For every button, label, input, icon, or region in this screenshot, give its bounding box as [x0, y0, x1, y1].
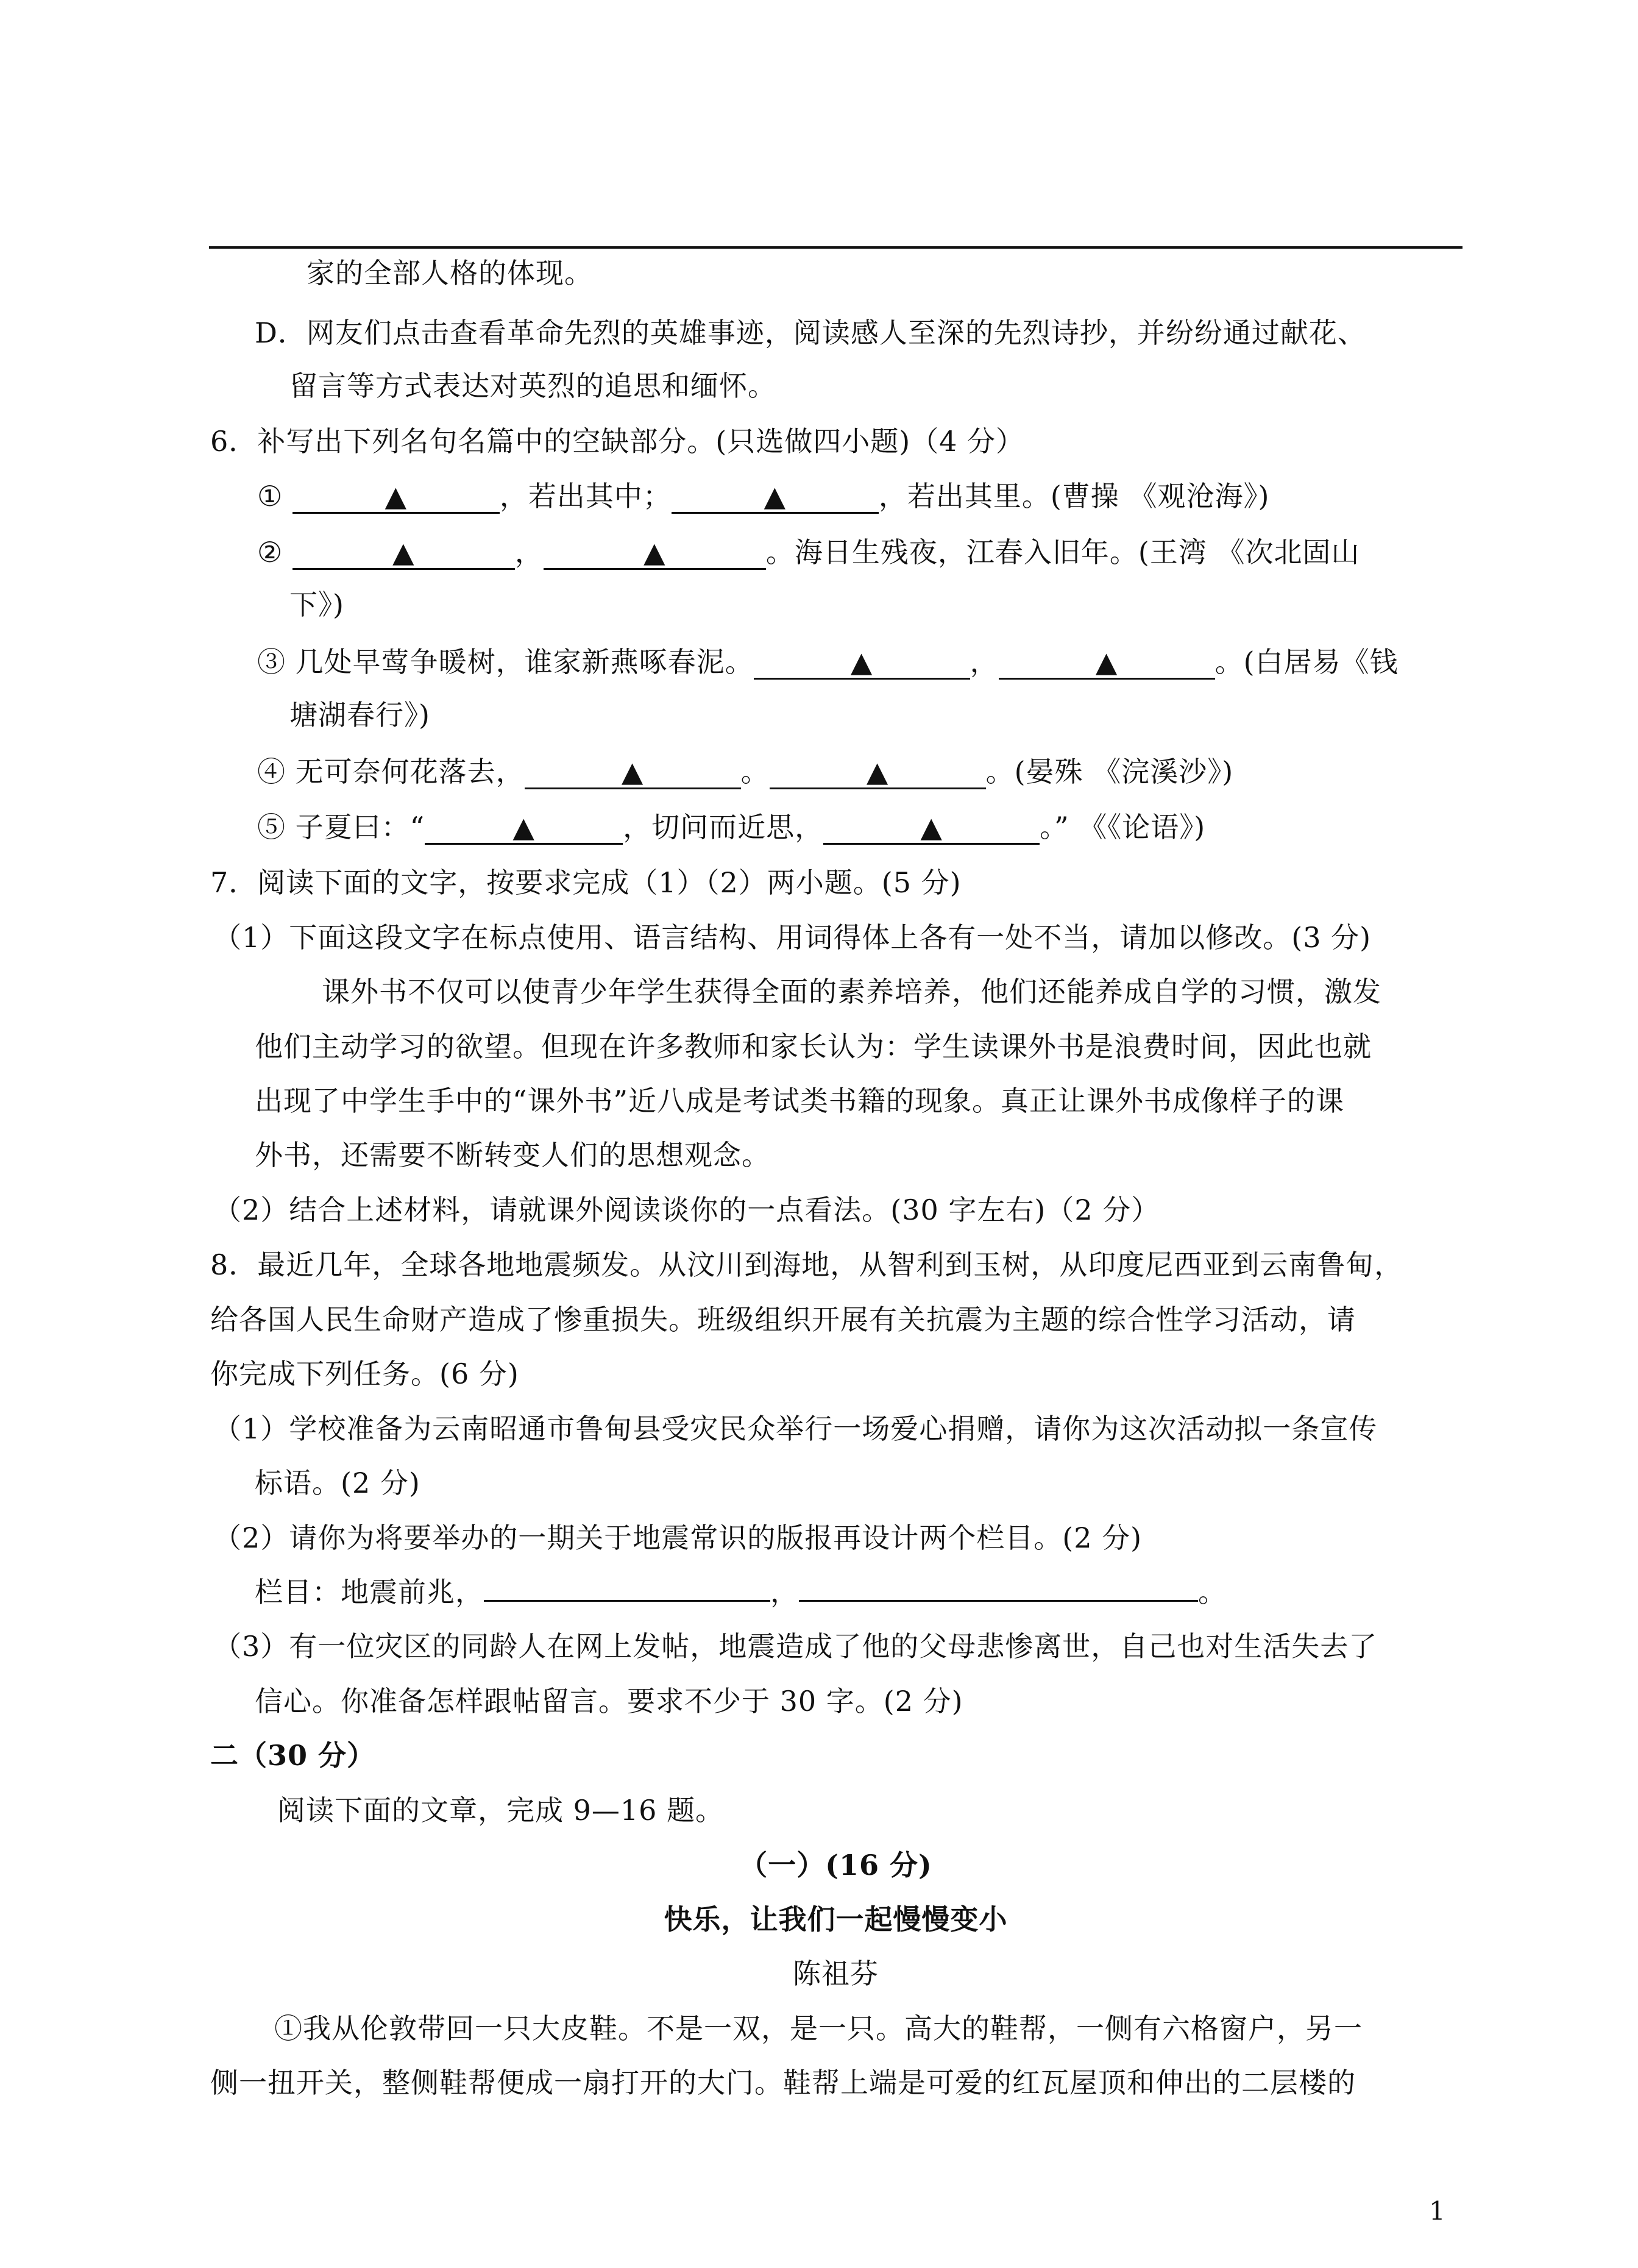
article-author: 陈祖芬	[793, 1957, 879, 1990]
q8-columns-line: 栏目：地震前兆， ， 。	[255, 1576, 1227, 1609]
text-line: 信心。你准备怎样跟帖留言。要求不少于 30 字。(2 分)	[255, 1685, 963, 1718]
q6-item-2: ② ▲ ， ▲ 。海日生残夜，江春入旧年。(王湾 《次北固山	[257, 536, 1360, 569]
q6-item-5: ⑤ 子夏曰：“ ▲ ，切问而近思， ▲ 。” 《《论语》)	[257, 811, 1206, 844]
answer-blank[interactable]: ▲	[292, 480, 500, 514]
q8-sub-1: （1）学校准备为云南昭通市鲁甸县受灾民众举行一场爱心捐赠，请你为这次活动拟一条宣传	[213, 1412, 1378, 1445]
paragraph-line: 出现了中学生手中的“课外书”近八成是考试类书籍的现象。真正让课外书成像样子的课	[255, 1084, 1345, 1117]
q8-sub-2: （2）请你为将要举办的一期关于地震常识的版报再设计两个栏目。(2 分)	[213, 1521, 1143, 1554]
answer-blank[interactable]: ▲	[672, 480, 879, 514]
q6-item-4: ④ 无可奈何花落去， ▲ 。 ▲ 。(晏殊 《浣溪沙》)	[257, 755, 1234, 788]
text-line: 家的全部人格的体现。	[307, 257, 593, 290]
q8-sub-3: （3）有一位灾区的同龄人在网上发帖，地震造成了他的父母悲惨离世，自己也对生活失去了	[213, 1630, 1378, 1663]
text-line: 给各国人民生命财产造成了惨重损失。班级组织开展有关抗震为主题的综合性学习活动，请	[210, 1303, 1356, 1336]
article-title: 快乐，让我们一起慢慢变小	[664, 1903, 1008, 1936]
answer-blank[interactable]: ▲	[425, 811, 623, 845]
answer-blank[interactable]: ▲	[544, 536, 766, 570]
answer-blank[interactable]: ▲	[292, 536, 515, 570]
column-input[interactable]	[484, 1600, 770, 1602]
paragraph-line: 外书，还需要不断转变人们的思想观念。	[255, 1139, 770, 1171]
column-input[interactable]	[799, 1600, 1198, 1602]
q6-item-2-cont: 下》)	[289, 588, 344, 621]
part-heading: （一）(16 分)	[739, 1849, 932, 1882]
question-7: 7．阅读下面的文字，按要求完成（1）（2）两小题。(5 分)	[210, 866, 962, 899]
section-2-intro: 阅读下面的文章，完成 9—16 题。	[277, 1794, 725, 1827]
paragraph-line: ①我从伦敦带回一只大皮鞋。不是一双，是一只。高大的鞋帮，一侧有六格窗户，另一	[274, 2012, 1363, 2045]
answer-blank[interactable]: ▲	[770, 756, 986, 789]
header-rule	[209, 246, 1462, 249]
q6-item-3-cont: 塘湖春行》)	[289, 699, 430, 731]
answer-blank[interactable]: ▲	[754, 646, 970, 680]
q7-sub-1: （1）下面这段文字在标点使用、语言结构、用词得体上各有一处不当，请加以修改。(3 分)	[213, 921, 1372, 954]
answer-blank[interactable]: ▲	[823, 811, 1040, 845]
q7-sub-2: （2）结合上述材料，请就课外阅读谈你的一点看法。(30 字左右)（2 分）	[213, 1193, 1160, 1226]
paragraph-line: 侧一扭开关，整侧鞋帮便成一扇打开的大门。鞋帮上端是可爱的红瓦屋顶和伸出的二层楼的	[210, 2066, 1356, 2099]
section-2-heading: 二（30 分）	[210, 1739, 376, 1772]
paragraph-line: 课外书不仅可以使青少年学生获得全面的素养培养，他们还能养成自学的习惯，激发	[322, 975, 1381, 1008]
text-line: 标语。(2 分)	[255, 1466, 420, 1499]
q6-item-3: ③ 几处早莺争暖树，谁家新燕啄春泥。 ▲ ， ▲ 。(白居易《钱	[257, 645, 1399, 678]
q6-item-1: ① ▲ ，若出其中； ▲ ，若出其里。(曹操 《观沧海》)	[257, 480, 1270, 513]
page-number: 1	[1429, 2196, 1445, 2226]
option-d-line: D．网友们点击查看革命先烈的英雄事迹，阅读感人至深的先烈诗抄，并纷纷通过献花、	[255, 316, 1366, 349]
answer-blank[interactable]: ▲	[525, 756, 741, 789]
question-6: 6．补写出下列名句名篇中的空缺部分。(只选做四小题)（4 分）	[210, 425, 1025, 458]
paragraph-line: 他们主动学习的欲望。但现在许多教师和家长认为：学生读课外书是浪费时间，因此也就	[255, 1030, 1372, 1063]
text-line: 留言等方式表达对英烈的追思和缅怀。	[289, 369, 776, 402]
text-line: 你完成下列任务。(6 分)	[210, 1357, 519, 1390]
answer-blank[interactable]: ▲	[999, 646, 1215, 680]
question-8: 8．最近几年，全球各地地震频发。从汶川到海地，从智利到玉树，从印度尼西亚到云南鲁甸，	[210, 1248, 1403, 1281]
